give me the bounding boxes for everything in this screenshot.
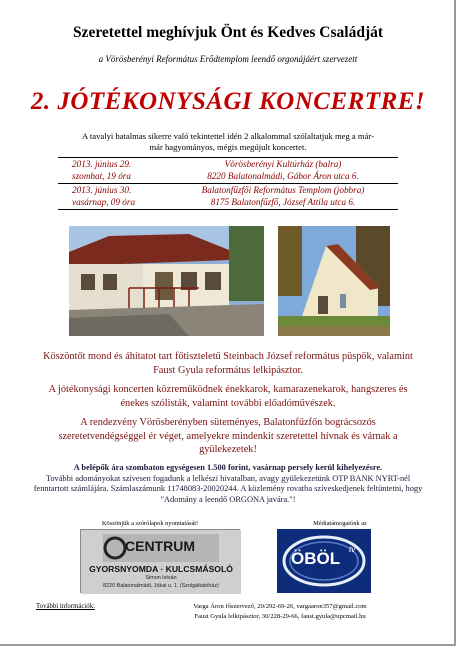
logo-owner: Simon István (145, 575, 177, 581)
event-venue: Vörösberényi Kultúrház (balra) (224, 159, 342, 169)
obol-tv-logo (277, 529, 371, 593)
centrum-logo (80, 529, 240, 593)
event-title: 2. JÓTÉKONYSÁGI KONCERTRE! (30, 88, 426, 115)
church-photo (278, 226, 390, 336)
performers-paragraph: A jótékonysági koncerten közreműködnek énekkarok, kamarazenekarok, hangszeres és énekes szólisták, valamint további előadóművészek. (48, 384, 408, 409)
divider (58, 209, 398, 210)
price-bold: A belépők ára szombaton egységesen 1.500 forint, vasárnap persely kerül kihelyezésre. (73, 463, 383, 472)
event-time: szombat, 19 óra (72, 170, 131, 181)
logo-centrum-text: CENTRUM (125, 538, 195, 554)
printing-thanks: Köszönjük a szórólapok nyomtatását! (101, 520, 199, 527)
event-date: 2013. június 29. (72, 159, 132, 169)
logo-tv-text: tv (349, 545, 356, 554)
invitation-title: Szeretettel meghívjuk Önt és Kedves Családját (72, 24, 384, 41)
event-address: 8220 Balatonalmádi, Gábor Áron utca 6. (207, 170, 359, 181)
logo-main-text: GYORSNYOMDA · KULCSMÁSOLÓ (89, 564, 233, 574)
more-info-label: További információk: (36, 603, 95, 610)
contact-pastor: Faust Gyula lelkipásztor, 30/228-29-66, faust.gyula@upcmail.hu (194, 613, 366, 621)
logo-address: 8220 Balatonalmádi, Jókai u. 1. (Szolgáltatóház) (103, 583, 219, 589)
media-sponsor-label: Médiatámogatónk az (313, 520, 367, 527)
event-address: 8175 Balatonfűzfő, József Attila utca 6. (210, 196, 356, 207)
event-venue: Balatonfűzfői Református Templom (jobbra) (201, 185, 365, 195)
logo-obol-text: ÖBÖL (291, 549, 341, 568)
event-time: vasárnap, 09 óra (72, 196, 136, 207)
organizer-subline: a Vörösberényi Református Erődtemplom leendő orgonájáért szervezett (98, 54, 358, 64)
contact-organizer: Varga Áron főszervező, 20/292-69-26, vargaaron357@gmail.com (193, 603, 367, 610)
divider (58, 157, 398, 158)
greeting-paragraph: Köszöntőt mond és áhítatot tart főtiszteletű Steinbach József református püspök, valamint Faust Gyula református lelkipásztor. (43, 351, 413, 376)
intro-text: A tavalyi hatalmas sikerre való tekintettel idén 2 alkalommal szólaltatjuk meg a már-már hagyományos, mégis megújult koncertet. (82, 131, 374, 152)
reception-paragraph: A rendezvény Vörösberényben süteményes, Balatonfűzfőn bográcsozós szeretetvendégséggel ér véget, amelyekre mindenkit szeretettel hívnak és várnak a gyülekezetek! (58, 417, 398, 455)
contact-info (140, 602, 420, 623)
event-date: 2013. június 30. (72, 185, 132, 195)
divider (58, 183, 398, 184)
price-info (28, 463, 428, 505)
culture-house-photo (69, 226, 264, 336)
donation-details: További adományokat szívesen fogadunk a lelkészi hivatalban, avagy gyülekezetünk OTP BANK NYRT-nél fenntartott számlájára. Számlaszámunk 11748083-20020244. A közlemény rovatba szíveskedjenek feltüntetni, hogy "Adomány a leendő ORGONA javára."! (33, 473, 423, 504)
